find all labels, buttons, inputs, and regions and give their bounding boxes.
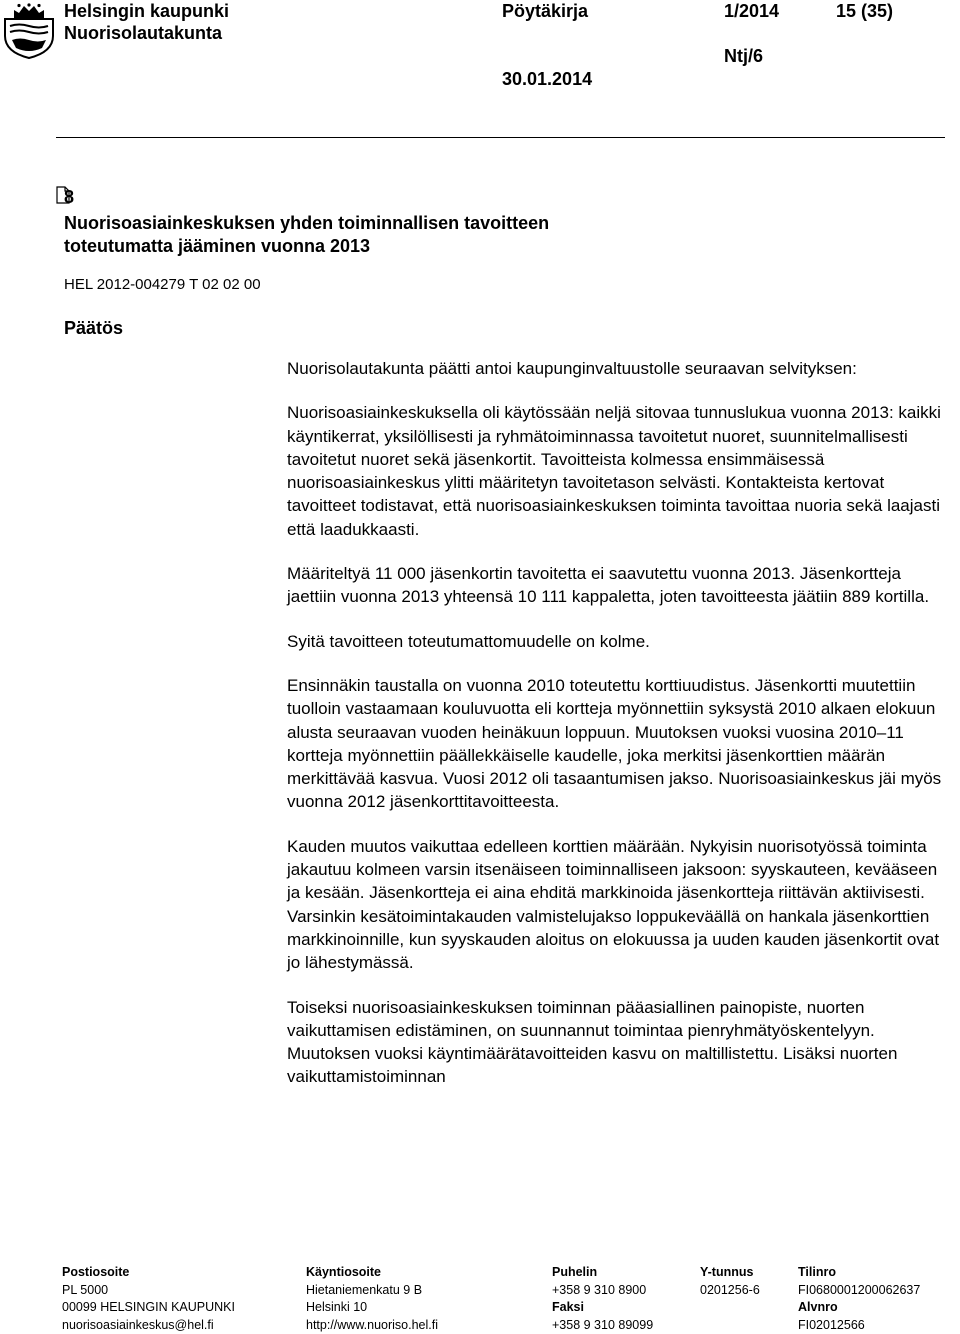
item-code: Ntj/6 <box>724 45 763 67</box>
footer-business-id-label: Y-tunnus <box>700 1264 760 1282</box>
footer-phone-label: Puhelin <box>552 1264 653 1282</box>
footer-account <box>798 1264 920 1334</box>
paragraph-5: Ensinnäkin taustalla on vuonna 2010 toteutettu korttiuudistus. Jäsenkortti muutettiin tuolloin vastaamaan kouluvuotta eli kortteja myönnettiin syksystä 2010 alkaen elokuun alusta seuraavan vuoden heinäkuun loppuun. Muutoksen vuoksi vuosina 2010–11 kortteja myönnettiin päällekkäiselle kaudelle, joka merkitsi jäsenkorttien määrän merkittävää kasvua. Vuosi 2012 oli tasaantumisen jakso. Nuorisoasiainkeskus jäi myös vuonna 2012 jäsenkorttitavoitteesta. <box>287 674 947 814</box>
document-type: Pöytäkirja <box>502 0 588 22</box>
footer-visit-city: Helsinki 10 <box>306 1299 438 1317</box>
footer-postal-box: PL 5000 <box>62 1282 235 1300</box>
helsinki-crest-logo <box>2 2 56 60</box>
decision-label: Päätös <box>64 317 123 340</box>
paragraph-3: Määriteltyä 11 000 jäsenkortin tavoitetta ei saavutettu vuonna 2013. Jäsenkortteja jaettiin vuonna 2013 yhteensä 10 111 kappaletta, joten tavoitteesta jäätiin 889 kortilla. <box>287 562 947 609</box>
header-divider <box>56 137 945 138</box>
footer-phone-number: +358 9 310 8900 <box>552 1282 653 1300</box>
footer-phone <box>552 1264 653 1334</box>
paragraph-1: Nuorisolautakunta päätti antoi kaupunginvaltuustolle seuraavan selvityksen: <box>287 357 947 380</box>
document-number: 1/2014 <box>724 0 779 22</box>
footer-website-link[interactable]: http://www.nuoriso.hel.fi <box>306 1317 438 1334</box>
section-title-line2: toteutumatta jääminen vuonna 2013 <box>64 235 370 258</box>
footer-business-id <box>700 1264 760 1299</box>
footer-account-label: Tilinro <box>798 1264 920 1282</box>
paragraph-7: Toiseksi nuorisoasiainkeskuksen toiminnan pääasiallinen painopiste, nuorten vaikuttamisen edistäminen, on suunnannut toimintaa pienryhmätyöskentelyyn. Muutoksen vuoksi käyntimäärätavoitteiden kasvu on maltillistettu. Lisäksi nuorten vaikuttamistoiminnan <box>287 996 947 1089</box>
section-number: 8 <box>64 186 74 209</box>
organization-name: Helsingin kaupunki <box>64 0 229 22</box>
department-name: Nuorisolautakunta <box>64 22 222 44</box>
footer-visit-label: Käyntiosoite <box>306 1264 438 1282</box>
body-text <box>287 357 947 1089</box>
section-title-line1: Nuorisoasiainkeskuksen yhden toiminnallisen tavoitteen <box>64 212 549 235</box>
footer-postal-city: 00099 HELSINGIN KAUPUNKI <box>62 1299 235 1317</box>
footer-postal <box>62 1264 235 1334</box>
diary-number: HEL 2012-004279 T 02 02 00 <box>64 275 261 295</box>
footer-visit-street: Hietaniemenkatu 9 B <box>306 1282 438 1300</box>
footer-vat-label: Alvnro <box>798 1299 920 1317</box>
paragraph-6: Kauden muutos vaikuttaa edelleen korttien määrään. Nykyisin nuorisotyössä toiminta jakautuu kolmeen varsin itsenäiseen toiminnalliseen jaksoon: syyskauteen, kevääseen ja kesään. Jäsenkortteja ei aina ehditä markkinoida jäsenkortteja riittävän aktiivisesti. Varsinkin kesätoimintakauden valmistelujakso loppukeväällä on hankala jäsenkorttien markkinoinnille, kun syyskauden aloitus on elokuussa ja uuden kauden jäsenkortit ovat jo lähestymässä. <box>287 835 947 975</box>
page-number: 15 (35) <box>836 0 893 22</box>
footer-business-id-value: 0201256-6 <box>700 1282 760 1300</box>
footer-postal-label: Postiosoite <box>62 1264 235 1282</box>
footer-email-link[interactable]: nuorisoasiainkeskus@hel.fi <box>62 1317 235 1334</box>
paragraph-2: Nuorisoasiainkeskuksella oli käytössään neljä sitovaa tunnuslukua vuonna 2013: kaikki käyntikerrat, yksilöllisesti ja ryhmätoiminnassa tavoitetut nuoret, suunnitelmallisesti tavoitetut nuoret sekä jäsenkortit. Tavoitteista kolmessa ensimmäisessä nuorisoasiainkeskus ylitti määritetyn tavoitetason selvästi. Kontakteista kertovat tavoitteet todistavat, että nuorisoasiainkeskuksen toiminta tavoittaa nuoria sekä laajasti että laadukkaasti. <box>287 401 947 541</box>
meeting-date: 30.01.2014 <box>502 68 592 90</box>
footer-fax-label: Faksi <box>552 1299 653 1317</box>
paragraph-4: Syitä tavoitteen toteutumattomuudelle on kolme. <box>287 630 947 653</box>
footer-fax-number: +358 9 310 89099 <box>552 1317 653 1334</box>
footer-vat-number: FI02012566 <box>798 1317 920 1334</box>
footer-account-number: FI0680001200062637 <box>798 1282 920 1300</box>
footer-visit <box>306 1264 438 1334</box>
